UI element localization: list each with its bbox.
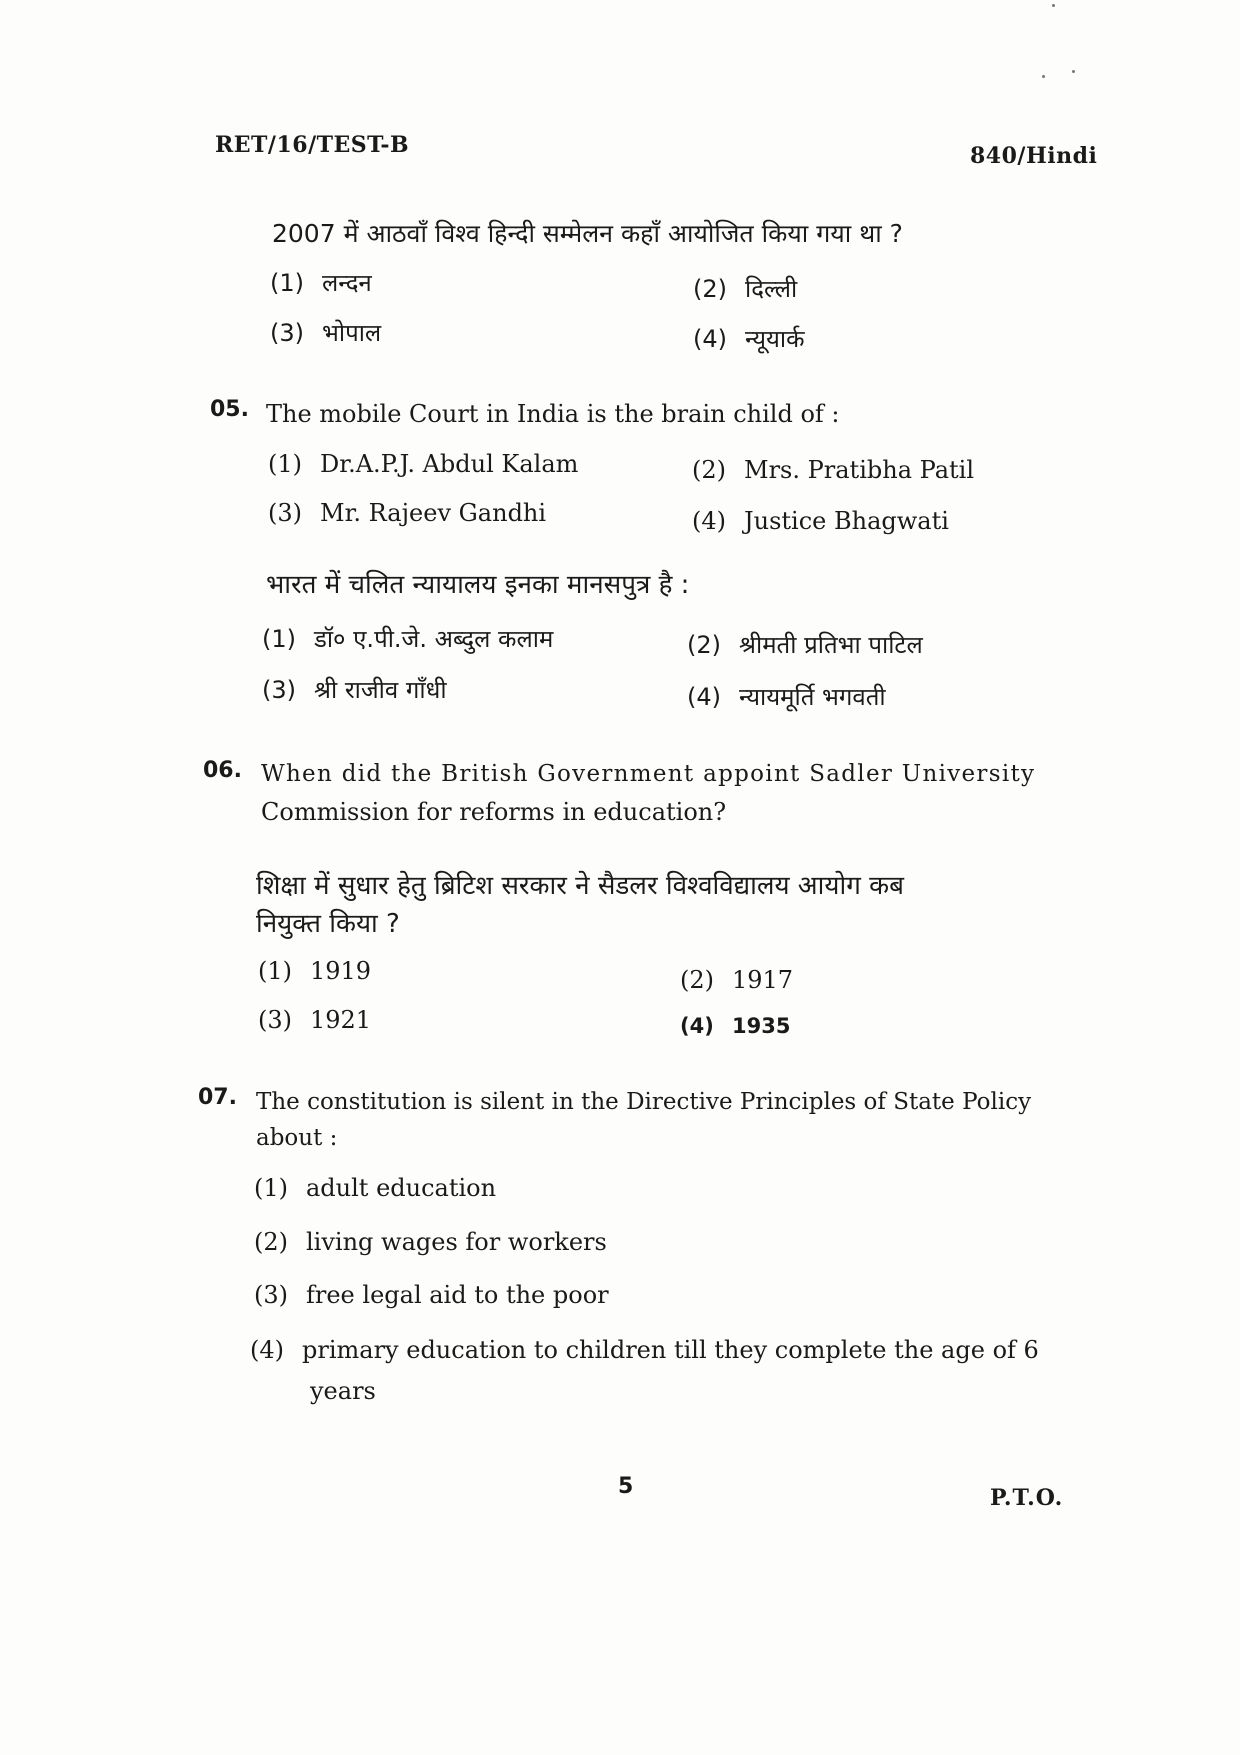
q07-option-1[interactable]: [254, 1174, 496, 1202]
q05-number: 05.: [210, 397, 249, 422]
option-number: (4): [693, 325, 727, 353]
option-label: न्यायमूर्ति भगवती: [739, 683, 886, 711]
option-label: 1917: [732, 966, 794, 994]
q06-hindi-line2: नियुक्त किया ?: [256, 909, 400, 939]
q06-option-4[interactable]: [680, 1014, 790, 1038]
option-number: (1): [254, 1174, 288, 1202]
option-number: (4): [687, 683, 721, 711]
option-label: न्यूयार्क: [745, 325, 805, 353]
option-label: श्रीमती प्रतिभा पाटिल: [739, 631, 923, 659]
exam-code: RET/16/TEST-B: [215, 132, 410, 158]
option-number: (2): [693, 275, 727, 303]
scan-speck: [1042, 75, 1045, 78]
option-label: श्री राजीव गाँधी: [314, 676, 447, 704]
q06-text-line1: When did the British Government appoint Sadler University: [261, 761, 1036, 787]
q07-option-4[interactable]: [250, 1336, 1039, 1364]
option-number: (2): [687, 631, 721, 659]
option-label: primary education to children till they complete the age of 6: [302, 1336, 1039, 1364]
q07-option-4-continued: years: [310, 1377, 376, 1405]
option-number: (2): [692, 456, 726, 484]
option-label: 1935: [732, 1014, 791, 1038]
option-label: 1919: [310, 957, 372, 985]
q04-option-2[interactable]: [693, 272, 797, 305]
q06-text-line2: Commission for reforms in education?: [261, 798, 727, 826]
q04-option-1[interactable]: [270, 266, 372, 299]
scan-speck: [1052, 4, 1055, 7]
option-label: डॉ० ए.पी.जे. अब्दुल कलाम: [314, 625, 554, 653]
option-label: 1921: [310, 1006, 372, 1034]
q05-hindi-option-4[interactable]: [687, 680, 886, 713]
option-label: Mr. Rajeev Gandhi: [320, 499, 547, 527]
option-number: (1): [258, 957, 292, 985]
option-number: (3): [262, 676, 296, 704]
q06-number: 06.: [203, 758, 242, 783]
q07-text-line2: about :: [256, 1125, 338, 1151]
q05-option-1[interactable]: [268, 450, 578, 478]
option-number: (4): [680, 1014, 714, 1038]
option-number: (3): [268, 499, 302, 527]
option-number: (2): [680, 966, 714, 994]
q07-number: 07.: [198, 1085, 237, 1110]
q07-text-line1: The constitution is silent in the Directive Principles of State Policy: [256, 1089, 1032, 1115]
option-label: दिल्ली: [745, 275, 798, 303]
q05-hindi-text: भारत में चलित न्यायालय इनका मानसपुत्र है :: [266, 570, 690, 600]
q05-hindi-option-3[interactable]: [262, 673, 447, 706]
q06-option-3[interactable]: [258, 1006, 371, 1034]
q05-option-4[interactable]: [692, 507, 949, 535]
option-number: (2): [254, 1228, 288, 1256]
option-number: (4): [250, 1336, 284, 1364]
q04-option-4[interactable]: [693, 322, 805, 355]
option-number: (1): [270, 269, 304, 297]
q07-option-2[interactable]: [254, 1228, 607, 1256]
q06-option-1[interactable]: [258, 957, 371, 985]
q05-text: The mobile Court in India is the brain child of :: [266, 400, 840, 428]
q05-option-2[interactable]: [692, 456, 974, 484]
please-turn-over: P.T.O.: [990, 1485, 1064, 1511]
option-label: living wages for workers: [306, 1228, 607, 1256]
option-number: (3): [270, 319, 304, 347]
option-number: (3): [254, 1281, 288, 1309]
q05-hindi-option-1[interactable]: [262, 622, 553, 655]
q06-option-2[interactable]: [680, 966, 793, 994]
option-label: Justice Bhagwati: [744, 507, 949, 535]
option-number: (1): [262, 625, 296, 653]
paper-code: 840/Hindi: [970, 143, 1098, 169]
option-label: Mrs. Pratibha Patil: [744, 456, 975, 484]
scan-speck: [1072, 70, 1075, 73]
option-number: (1): [268, 450, 302, 478]
q07-option-3[interactable]: [254, 1281, 609, 1309]
option-label: adult education: [306, 1174, 497, 1202]
option-label: भोपाल: [322, 319, 382, 347]
q04-hindi-text: 2007 में आठवाँ विश्व हिन्दी सम्मेलन कहाँ आयोजित किया गया था ?: [272, 219, 903, 248]
option-label: free legal aid to the poor: [306, 1281, 609, 1309]
q05-hindi-option-2[interactable]: [687, 628, 923, 661]
page-number: 5: [618, 1474, 634, 1499]
q04-option-3[interactable]: [270, 316, 381, 349]
q06-hindi-line1: शिक्षा में सुधार हेतु ब्रिटिश सरकार ने सैडलर विश्वविद्यालय आयोग कब: [256, 871, 904, 901]
option-label: लन्दन: [322, 269, 372, 297]
option-label: Dr.A.P.J. Abdul Kalam: [320, 450, 579, 478]
option-number: (3): [258, 1006, 292, 1034]
option-number: (4): [692, 507, 726, 535]
q05-option-3[interactable]: [268, 499, 546, 527]
